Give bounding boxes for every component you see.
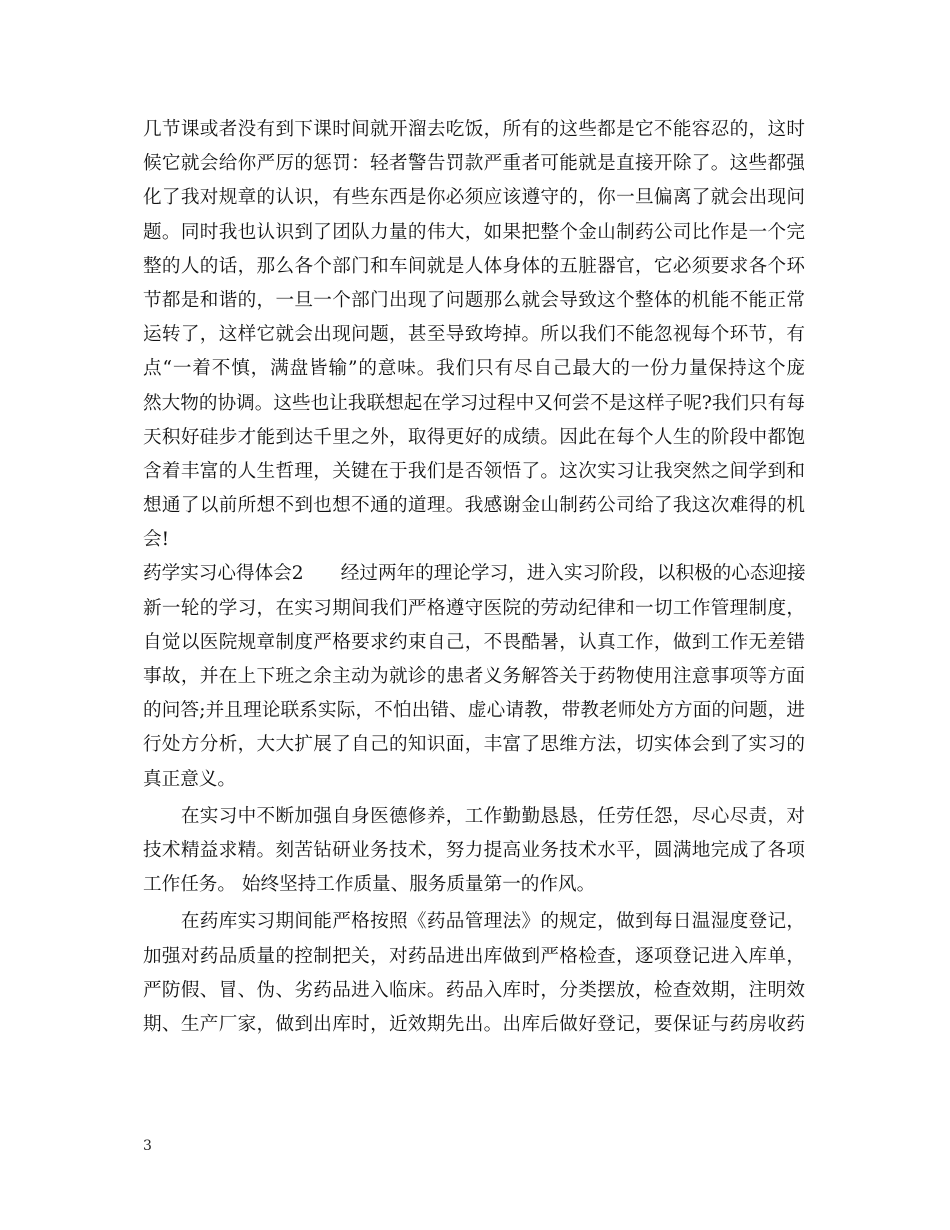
text-line: 然大物的协调。这些也让我联想起在学习过程中又何尝不是这样子呢?我们只有每 [143, 392, 805, 414]
text-line: 技术精益求精。刻苦钻研业务技术，努力提高业务技术水平，圆满地完成了各项 [143, 839, 805, 861]
text-line: 自觉以医院规章制度严格要求约束自己，不畏酷暑，认真工作，做到工作无差错 [143, 631, 805, 653]
text-line: 真正意义。 [143, 768, 236, 790]
paragraph [143, 800, 805, 903]
text-line: 运转了，这样它就会出现问题，甚至导致垮掉。所以我们不能忽视每个环节，有 [143, 324, 805, 346]
paragraph [143, 557, 805, 796]
text-line: 严防假、冒、伪、劣药品进入临床。药品入库时，分类摆放，检查效期，注明效 [143, 979, 805, 1001]
text-line: 在药库实习期间能严格按照《药品管理法》的规定，做到每日温湿度登记， [143, 911, 805, 933]
text-line: 整的人的话，那么各个部门和车间就是人体身体的五脏器官，它必须要求各个环 [143, 255, 805, 277]
text-line: 在实习中不断加强自身医德修养，工作勤勤恳恳，任劳任怨，尽心尽责，对 [143, 805, 805, 827]
text-line: 节都是和谐的，一旦一个部门出现了问题那么就会导致这个整体的机能不能正常 [143, 289, 805, 311]
text-line: 会! [143, 529, 170, 551]
text-line: 几节课或者没有到下课时间就开溜去吃饭，所有的这些都是它不能容忍的，这时 [143, 119, 805, 140]
paragraph [143, 113, 805, 557]
text-line: 天积好硅步才能到达千里之外，取得更好的成绩。因此在每个人生的阶段中都饱 [143, 426, 805, 448]
text-line: 题。同时我也认识到了团队力量的伟大，如果把整个金山制药公司比作是一个完 [143, 221, 805, 243]
text-line: 新一轮的学习，在实习期间我们严格遵守医院的劳动纪律和一切工作管理制度， [143, 597, 805, 619]
paragraph [143, 905, 805, 1042]
text-line: 工作任务。 始终坚持工作质量、服务质量第一的作风。 [143, 874, 596, 896]
text-line: 事故，并在上下班之余主动为就诊的患者义务解答关于药物使用注意事项等方面 [143, 666, 805, 687]
text-line: 药学实习心得体会2 经过两年的理论学习，进入实习阶段，以积极的心态迎接 [143, 563, 806, 585]
text-line: 候它就会给你严厉的惩罚：轻者警告罚款严重者可能就是直接开除了。这些都强 [143, 153, 805, 175]
text-line: 想通了以前所想不到也想不通的道理。我感谢金山制药公司给了我这次难得的机 [143, 495, 805, 517]
text-line: 化了我对规章的认识，有些东西是你必须应该遵守的，你一旦偏离了就会出现问 [143, 187, 805, 209]
text-line: 期、生产厂家，做到出库时，近效期先出。出库后做好登记，要保证与药房收药 [143, 1013, 805, 1035]
page-number: 3 [143, 1138, 152, 1154]
document-body [143, 113, 805, 1042]
text-line: 行处方分析，大大扩展了自己的知识面，丰富了思维方法，切实体会到了实习的 [143, 734, 805, 756]
text-line: 点“一着不慎，满盘皆输”的意味。我们只有尽自己最大的一份力量保持这个庞 [143, 358, 805, 380]
text-line: 加强对药品质量的控制把关，对药品进出库做到严格检查，逐项登记进入库单， [143, 945, 805, 967]
text-line: 含着丰富的人生哲理，关键在于我们是否领悟了。这次实习让我突然之间学到和 [143, 460, 805, 482]
text-line: 的问答;并且理论联系实际，不怕出错、虚心请教，带教老师处方方面的问题，进 [143, 700, 805, 722]
